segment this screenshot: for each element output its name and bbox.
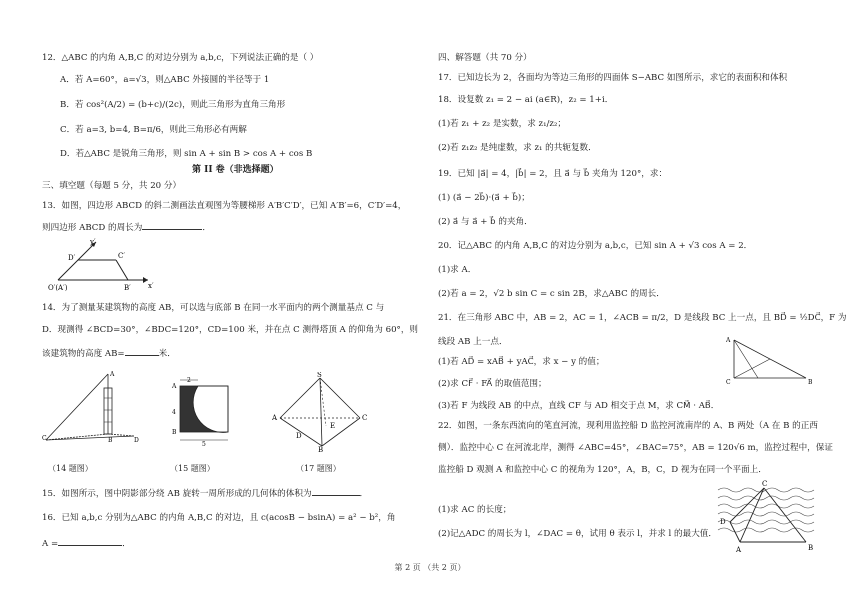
q18-part2: (2)若 z₁z₂ 是纯虚数，求 z₁ 的共轭复数． bbox=[438, 143, 597, 153]
q19-part2: (2) a⃗ 与 a⃗ + b⃗ 的夹角． bbox=[438, 217, 533, 227]
fig22-a-label: A bbox=[736, 546, 742, 554]
q13-text: 则四边形 ABCD 的周长为 bbox=[42, 223, 143, 233]
fig17-d-label: D bbox=[296, 432, 302, 440]
q15-text: 15．如图所示，图中阴影部分绕 AB 旋转一周所形成的几何体的体积为 bbox=[42, 489, 312, 499]
q13-answer-blank[interactable] bbox=[142, 220, 202, 230]
fig17-s-label: S bbox=[317, 372, 322, 379]
q18-part1: (1)若 z₁ + z₂ 是实数，求 z₁/z₂； bbox=[438, 119, 566, 129]
q21-continued: 线段 AB 上一点． bbox=[438, 337, 508, 347]
fig14-c-label: C bbox=[42, 435, 47, 442]
q15-answer-blank[interactable] bbox=[312, 486, 360, 496]
q12-option-c: C．若 a=3, b=4, B=π/6，则此三角形必有两解 bbox=[60, 125, 247, 135]
q13-end: ． bbox=[202, 223, 211, 233]
fig14-d-label: D bbox=[134, 437, 139, 444]
fig14-b-label: B bbox=[108, 437, 113, 444]
q18: 18．设复数 z₁ = 2 − ai (a∈R)，z₂ = 1+i． bbox=[438, 95, 614, 105]
fig21-b-label: B bbox=[808, 379, 813, 386]
figure-14-tower bbox=[42, 368, 142, 444]
fig21-c-label: C bbox=[726, 379, 731, 386]
q14-text: 该建筑物的高度 AB= bbox=[42, 349, 125, 359]
fig22-c-label: C bbox=[762, 480, 768, 488]
q19-part1: (1) (a⃗ − 2b⃗)·(a⃗ + b⃗)； bbox=[438, 193, 530, 203]
q19: 19．已知 |a⃗| = 4，|b⃗| = 2，且 a⃗ 与 b⃗ 夹角为 120°，求： bbox=[438, 169, 668, 179]
fig15-b-label: B bbox=[172, 429, 177, 436]
fig17-b-label: B bbox=[318, 446, 324, 452]
q15-line bbox=[42, 486, 368, 501]
volume-title: 第 II 卷（非选择题） bbox=[192, 165, 279, 175]
q21: 21．在三角形 ABC 中，AB = 2，AC = 1，∠ACB = π/2，D 是线段 BC 上一点，且 BD⃗ = ½DC⃗，F 为 bbox=[438, 313, 847, 323]
q20: 20．记△ABC 的内角 A,B,C 的对边分别为 a,b,c，已知 sin A + √3 cos A = 2． bbox=[438, 241, 753, 251]
fig13-c-label: C′ bbox=[118, 252, 125, 260]
figure-17-tetrahedron bbox=[272, 372, 368, 452]
q16-answer-blank[interactable] bbox=[58, 536, 122, 546]
caption-14: （14 题图） bbox=[48, 464, 93, 473]
fig17-e-label: E bbox=[330, 422, 336, 430]
q16-text: A = bbox=[42, 539, 59, 549]
q21-part1: (1)若 AD⃗ = xAB⃗ + yAC⃗，求 x − y 的值； bbox=[438, 357, 605, 367]
fig22-d-label: D bbox=[720, 518, 726, 526]
figure-22-river bbox=[716, 480, 824, 554]
q14-answer-blank[interactable] bbox=[125, 346, 159, 356]
figure-21-triangle bbox=[726, 334, 816, 390]
q21-part2: (2)求 CF⃗ · FA⃗ 的取值范围； bbox=[438, 379, 547, 389]
q20-part2: (2)若 a = 2，√2 b sin C = c sin 2B，求△ABC 的周长． bbox=[438, 289, 665, 299]
q13-line1: 13．如图，四边形 ABCD 的斜二测画法直观图为等腰梯形 A′B′C′D′，已知 A′B′=6，C′D′=4， bbox=[42, 201, 407, 211]
fig15-side-label: 4 bbox=[172, 409, 176, 416]
q14-end: 米． bbox=[158, 349, 176, 359]
q22-line1: 22．如图，一条东西流向的笔直河流，现利用监控船 D 监控河流南岸的 A、B 两处（A 在 B 的正西 bbox=[438, 421, 818, 431]
q13-line2 bbox=[42, 220, 211, 235]
fig13-o-label: O′(A′) bbox=[48, 284, 68, 292]
caption-15: （15 题图） bbox=[170, 464, 215, 473]
fig13-b-label: B′ bbox=[124, 284, 131, 292]
fig14-a-label: A bbox=[110, 371, 115, 378]
section4-heading: 四、解答题（共 70 分） bbox=[438, 53, 532, 63]
caption-17: （17 题图） bbox=[296, 464, 341, 473]
q14-line2: D．现测得 ∠BCD=30°，∠BDC=120°，CD=100 米，并在点 C 测得塔顶 A 的仰角为 60°，则 bbox=[42, 325, 419, 335]
q12-stem: 12．△ABC 的内角 A,B,C 的对边分别为 a,b,c，下列说法正确的是（ ） bbox=[42, 53, 319, 63]
fig15-top-label: 2 bbox=[187, 377, 191, 384]
q16-line1: 16．已知 a,b,c 分别为△ABC 的内角 A,B,C 的对边，且 c(acosB − bsinA) = a² − b²，角 bbox=[42, 513, 396, 523]
q12-option-d: D．若△ABC 是锐角三角形，则 sin A + sin B > cos A + cos B bbox=[60, 149, 313, 159]
q22-line2: 侧）．监控中心 C 在河流北岸，测得 ∠ABC=45°，∠BAC=75°，AB = 120√6 m，监控过程中，保证 bbox=[438, 443, 833, 453]
q20-part1: (1)求 A． bbox=[438, 265, 477, 275]
fig21-a-label: A bbox=[726, 337, 731, 344]
q14-line3 bbox=[42, 346, 176, 361]
q16-end: ． bbox=[122, 539, 131, 549]
page-footer: 第 2 页 （共 2 页） bbox=[394, 563, 466, 572]
fig22-b-label: B bbox=[808, 544, 814, 552]
figure-13-trapezoid bbox=[48, 236, 158, 292]
fig13-d-label: D′ bbox=[68, 254, 76, 262]
fig17-a-label: A bbox=[272, 414, 278, 422]
fig13-y-label: y′ bbox=[90, 238, 96, 246]
q22-line3: 监控船 D 观测 A 和监控中心 C 的视角为 120°，A，B，C，D 视为在同一个平面上． bbox=[438, 465, 767, 475]
q21-part3: (3)若 F 为线段 AB 的中点，直线 CF 与 AD 相交于点 M，求 CM⃗ · AB⃗． bbox=[438, 401, 720, 411]
q15-end: ． bbox=[359, 489, 369, 499]
q22-part1: (1)求 AC 的长度； bbox=[438, 505, 512, 515]
q12-option-a: A．若 A=60°，a=√3，则△ABC 外接圆的半径等于 1 bbox=[60, 75, 270, 85]
fig15-bottom-label: 5 bbox=[202, 441, 206, 448]
fig15-a-label: A bbox=[172, 383, 177, 390]
q17: 17．已知边长为 2，各面均为等边三角形的四面体 S−ABC 如图所示，求它的表面积和体积 bbox=[438, 73, 788, 83]
section3-heading: 三、填空题（每题 5 分，共 20 分） bbox=[42, 181, 182, 191]
fig17-c-label: C bbox=[362, 414, 368, 422]
q14-line1: 14．为了测量某建筑物的高度 AB，可以选与底部 B 在同一水平面内的两个测量基点 C 与 bbox=[42, 303, 385, 313]
q22-part2: (2)记△ADC 的周长为 l，∠DAC = θ，试用 θ 表示 l，并求 l 的最大值． bbox=[438, 529, 717, 539]
figure-15-shaded-region bbox=[170, 374, 246, 450]
q12-option-b: B．若 cos²(A/2) = (b+c)/(2c)，则此三角形为直角三角形 bbox=[60, 100, 286, 110]
q16-line2 bbox=[42, 536, 131, 551]
fig13-x-label: x′ bbox=[148, 282, 154, 290]
